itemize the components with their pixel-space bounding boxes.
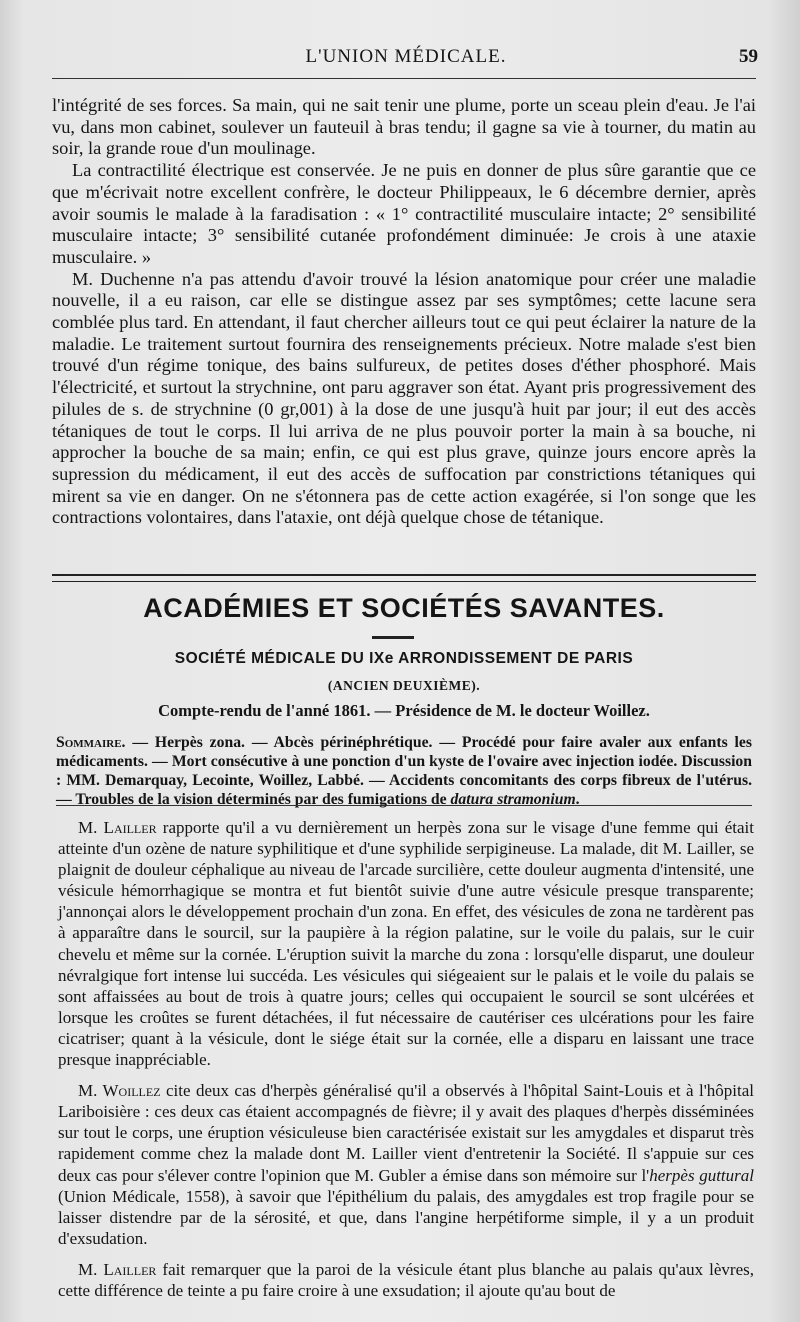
society-subtitle: (ANCIEN DEUXIÈME). xyxy=(327,678,481,693)
society-name: SOCIÉTÉ MÉDICALE DU IXe ARRONDISSEMENT DE PARIS xyxy=(174,650,634,667)
section-divider xyxy=(52,574,756,582)
paragraph xyxy=(58,1259,754,1301)
proceedings-text xyxy=(58,817,754,1311)
paragraph xyxy=(58,817,754,1070)
paragraph xyxy=(58,1080,754,1249)
title-rule xyxy=(372,636,414,639)
continued-article xyxy=(52,95,756,529)
summary-text: — Herpès zona. — Abcès périnéphrétique. — Procédé pour faire avaler aux enfants les médicaments. — Mort consécutive à une ponction d'un kyste de l'ovaire avec injection iodée. Discussion : MM. Demarquay, Lecointe, Woillez, Labbé. — Accidents concomitants des corps fibreux de l'utérus. — Troubles de la vision déterminés par des fumigations de xyxy=(56,734,752,808)
summary xyxy=(56,733,752,809)
speaker-name: M. Woillez xyxy=(78,1081,161,1101)
minutes-heading: Compte-rendu de l'anné 1861. — Présidence de M. le docteur Woillez. xyxy=(158,701,650,720)
header-rule xyxy=(52,78,756,79)
summary-italic: datura stramonium xyxy=(450,791,576,808)
section-title: ACADÉMIES ET SOCIÉTÉS SAVANTES. xyxy=(143,593,665,623)
page-header xyxy=(52,46,760,74)
summary-end: . xyxy=(575,791,580,808)
page-number: 59 xyxy=(739,46,758,67)
paragraph-text: fait remarquer que la paroi de la vésicule étant plus blanche au palais qu'aux lèvres, cette différence de teinte a pu faire croire à une exsudation; il ajoute qu'au bout de xyxy=(58,1259,754,1300)
paragraph-text: rapporte qu'il a vu dernièrement un herpès zona sur le visage d'une femme qui était atteinte d'un ozène de nature syphilitique et d'une syphilide serpigineuse. La malade, dit M. Lailler, se plaignit de douleur céphalique au niveau de l'arcade surcilière, cette douleur augmenta d'intensité, une vésicule hémorrhagique se montra et fut bientôt suivie d'une autre vésicule presque transparente; j'annonçai alors le développement prochain d'un zona. En effet, des vésicules de zona ne tardèrent pas à apparaître dans le sourcil, sur la paupière à la région palatine, sur le voile du palais, sur le cuir chevelu et même sur la cornée. L'éruption suivit la marche du zona : lorsqu'elle disparut, une douleur névralgique fort intense lui succéda. Les vésicules qui siégeaient sur le palais et le voile du palais se sont affaissées au bout de trois à quatre jours; celles qui occupaient le sourcil se sont ulcérées et lorsque les croûtes se furent détachées, il fut nécessaire de cautériser ces ulcérations pour les faire cicatriser; quant à la vésicule, dont le siége était sur la cornée, elle a disparu en laissant une trace presque inappréciable. xyxy=(58,818,754,1070)
summary-rule xyxy=(56,805,752,806)
paragraph-text: cite deux cas d'herpès généralisé qu'il a observés à l'hôpital Saint-Louis et à l'hôpital Lariboisière : ces deux cas étaient accompagnés de fièvre; il y avait des plaques d'herpès disséminées sur tout le corps, une éruption vésiculeuse bien caractérisée existait sur les amygdales et disparut très rapidement comme chez la malade dont M. Lailler vient d'entretenir la Société. Il s'appuie sur ces deux cas pour s'élever contre l'opinion que M. Gubler a émise dans son mémoire sur l' xyxy=(58,1081,754,1185)
paragraph-italic: herpès guttural xyxy=(649,1165,754,1185)
speaker-name: M. Lailler xyxy=(78,1259,157,1279)
speaker-name: M. Lailler xyxy=(78,818,157,837)
paragraph: La contractilité électrique est conservée. Je ne puis en donner de plus sûre garantie que ce que m'écrivait notre excellent confrère, le docteur Philippeaux, le 6 décembre dernier, après avoir soumis le malade à la faradisation : « 1° contractilité musculaire intacte; 2° sensibilité musculaire intacte; 3° sensibilité cutanée profondément diminuée: Je crois à une ataxie musculaire. » xyxy=(52,160,756,267)
paragraph: l'intégrité de ses forces. Sa main, qui ne sait tenir une plume, porte un sceau plein d'eau. Je l'ai vu, dans mon cabinet, soulever un fauteuil à bras tendu; il gagne sa vie à tourner, du matin au soir, la grande roue d'un moulinage. xyxy=(52,95,756,159)
summary-label: Sommaire. xyxy=(56,734,126,751)
paragraph: M. Duchenne n'a pas attendu d'avoir trouvé la lésion anatomique pour créer une maladie nouvelle, il a eu raison, car elle se distingue assez par ses symptômes; cette lacune sera comblée plus tard. En attendant, il faut chercher ailleurs tout ce qui peut éclairer la nature de la maladie. Le traitement surtout fournira des renseignements précieux. Notre malade s'est bien trouvé d'un régime tonique, des bains sulfureux, de petites doses d'éther phosphoré. Mais l'électricité, et surtout la strychnine, ont paru aggraver son état. Ayant pris progressivement des pilules de s. de strychnine (0 gr,001) à la dose de une jusqu'à huit par jour; il eut des accès tétaniques de tout le corps. Il lui arriva de ne plus pouvoir porter la main à sa bouche, ni approcher la bouche de sa main; enfin, ce qui est plus grave, quinze jours encore après la supression du médicament, il eut des accès de suffocation par constrictions tétaniques qui mirent sa vie en danger. On ne s'étonnera pas de cette action exagérée, si l'on songe que les contractions volontaires, dans l'ataxie, ont déjà quelque chose de tétanique. xyxy=(52,268,756,528)
running-title: L'UNION MÉDICALE. xyxy=(305,46,507,67)
paragraph-text: (Union Médicale, 1558), à savoir que l'épithélium du palais, des amygdales est trop fragile pour se laisser distendre par de la sérosité, et que, dans l'angine herpétiforme simple, il y a un produit d'exsudation. xyxy=(58,1186,754,1248)
